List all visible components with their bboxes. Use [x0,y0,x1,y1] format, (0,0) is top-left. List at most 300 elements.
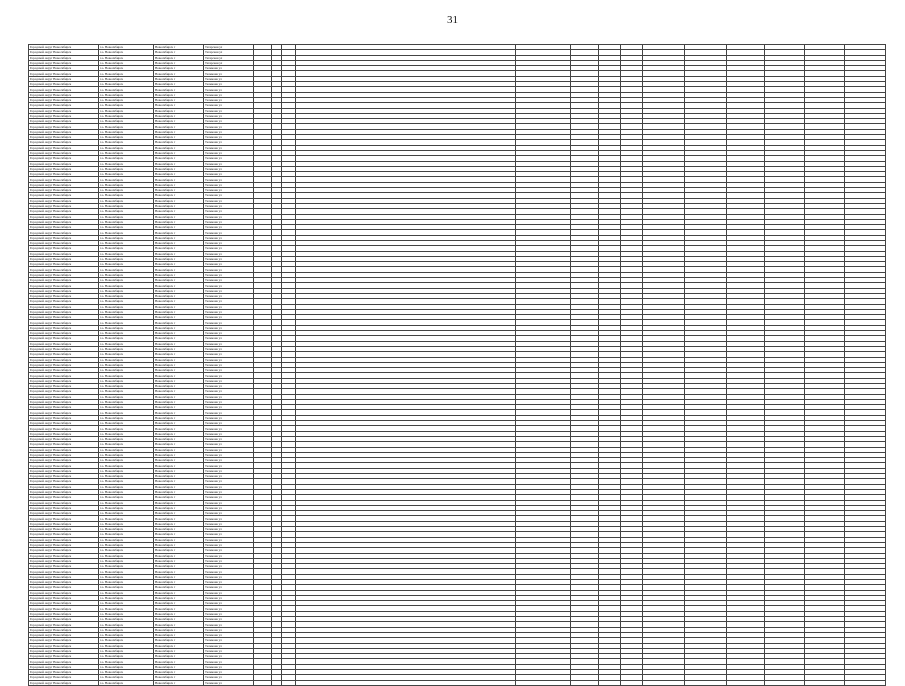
cell-street: Тельмана ул [204,426,254,431]
cell-street: Тельмана ул [204,537,254,542]
cell-year-end [621,680,643,685]
cell-district: г.о. Новосибирск [99,357,154,362]
cell-municipality: Городской округ Новосибирск [29,474,99,479]
cell-city: Новосибирск г [154,262,204,267]
cell-municipality: Городской округ Новосибирск [29,463,99,468]
cell-district: г.о. Новосибирск [99,399,154,404]
cell-district: г.о. Новосибирск [99,638,154,643]
cell-district: г.о. Новосибирск [99,617,154,622]
cell-street: Тельмана ул [204,320,254,325]
cell-district: г.о. Новосибирск [99,463,154,468]
cell-municipality: Городской округ Новосибирск [29,55,99,60]
cell-municipality: Городской округ Новосибирск [29,675,99,680]
cell-street: Тельмана ул [204,474,254,479]
cell-street: Тельмана ул [204,325,254,330]
cell-street: Тельмана ул [204,272,254,277]
cell-district: г.о. Новосибирск [99,278,154,283]
cell-district: г.о. Новосибирск [99,251,154,256]
cell-district: г.о. Новосибирск [99,71,154,76]
cell-street: Тельмана ул [204,389,254,394]
cell-municipality: Городской округ Новосибирск [29,527,99,532]
cell-municipality: Городской округ Новосибирск [29,60,99,65]
cell-unit [516,680,571,685]
cell-city: Новосибирск г [154,251,204,256]
cell-street: Тельмана ул [204,177,254,182]
cell-street: Тельмана ул [204,129,254,134]
cell-street: Тельмана ул [204,627,254,632]
cell-street: Тельмана ул [204,421,254,426]
cell-city: Новосибирск г [154,389,204,394]
cell-street: Тельмана ул [204,590,254,595]
cell-street: Тельмана ул [204,384,254,389]
cell-municipality: Городской округ Новосибирск [29,479,99,484]
cell-district: г.о. Новосибирск [99,55,154,60]
cell-district: г.о. Новосибирск [99,505,154,510]
cell-municipality: Городской округ Новосибирск [29,129,99,134]
cell-district: г.о. Новосибирск [99,569,154,574]
cell-street: Тельмана ул [204,198,254,203]
cell-district: г.о. Новосибирск [99,632,154,637]
cell-city: Новосибирск г [154,542,204,547]
cell-street: Тельмана ул [204,505,254,510]
cell-street: Тельмана ул [204,606,254,611]
cell-district: г.о. Новосибирск [99,532,154,537]
cell-city: Новосибирск г [154,103,204,108]
cell-district: г.о. Новосибирск [99,198,154,203]
cell-district: г.о. Новосибирск [99,558,154,563]
cell-city: Новосибирск г [154,182,204,187]
cell-district: г.о. Новосибирск [99,643,154,648]
cell-municipality: Городской округ Новосибирск [29,659,99,664]
cell-municipality: Городской округ Новосибирск [29,548,99,553]
cell-district: г.о. Новосибирск [99,283,154,288]
cell-street: Тельмана ул [204,670,254,675]
cell-street: Тельмана ул [204,558,254,563]
cell-municipality: Городской округ Новосибирск [29,50,99,55]
cell-street: Тельмана ул [204,113,254,118]
cell-municipality: Городской округ Новосибирск [29,654,99,659]
cell-district: г.о. Новосибирск [99,341,154,346]
cell-city: Новосибирск г [154,648,204,653]
cell-street: Тельмана ул [204,479,254,484]
cell-city: Новосибирск г [154,124,204,129]
cell-district: г.о. Новосибирск [99,373,154,378]
cell-district: г.о. Новосибирск [99,489,154,494]
cell-street: Тельмана ул [204,278,254,283]
cell-municipality: Городской округ Новосибирск [29,71,99,76]
cell-year-start [282,680,296,685]
cell-district: г.о. Новосибирск [99,346,154,351]
cell-street: Тельмана ул [204,108,254,113]
cell-district: г.о. Новосибирск [99,521,154,526]
cell-city: Новосибирск г [154,331,204,336]
cell-street: Татарская ул [204,45,254,50]
cell-city: Новосибирск г [154,632,204,637]
cell-city: Новосибирск г [154,643,204,648]
cell-district: г.о. Новосибирск [99,246,154,251]
cell-district: г.о. Новосибирск [99,135,154,140]
cell-street: Тельмана ул [204,219,254,224]
cell-street: Тельмана ул [204,156,254,161]
cell-municipality: Городской округ Новосибирск [29,92,99,97]
cell-municipality: Городской округ Новосибирск [29,389,99,394]
cell-street: Тельмана ул [204,463,254,468]
cell-district: г.о. Новосибирск [99,108,154,113]
cell-street: Тельмана ул [204,611,254,616]
cell-municipality: Городской округ Новосибирск [29,87,99,92]
cell-city: Новосибирск г [154,458,204,463]
cell-district: г.о. Новосибирск [99,574,154,579]
cell-city: Новосибирск г [154,495,204,500]
cell-municipality: Городской округ Новосибирск [29,606,99,611]
cell-street: Тельмана ул [204,193,254,198]
cell-district: г.о. Новосибирск [99,145,154,150]
cell-street: Тельмана ул [204,225,254,230]
cell-district: г.о. Новосибирск [99,511,154,516]
cell-street: Тельмана ул [204,304,254,309]
cell-municipality: Городской округ Новосибирск [29,680,99,685]
cell-district: г.о. Новосибирск [99,431,154,436]
cell-street: Тельмана ул [204,103,254,108]
cell-street: Тельмана ул [204,632,254,637]
cell-street: Тельмана ул [204,601,254,606]
cell-cost-fund [685,680,727,685]
cell-municipality: Городской округ Новосибирск [29,251,99,256]
table-body [29,45,886,686]
cell-street: Тельмана ул [204,82,254,87]
cell-street: Тельмана ул [204,341,254,346]
cell-street: Тельмана ул [204,373,254,378]
cell-city: Новосибирск г [154,590,204,595]
cell-city: Новосибирск г [154,447,204,452]
cell-city: Новосибирск г [154,368,204,373]
cell-street: Тельмана ул [204,484,254,489]
cell-city: Новосибирск г [154,76,204,81]
cell-city: Новосибирск г [154,336,204,341]
cell-municipality: Городской округ Новосибирск [29,203,99,208]
cell-street: Тельмана ул [204,415,254,420]
cell-street: Тельмана ул [204,188,254,193]
cell-city: Новосибирск г [154,304,204,309]
cell-district: г.о. Новосибирск [99,442,154,447]
cell-district: г.о. Новосибирск [99,500,154,505]
cell-district: г.о. Новосибирск [99,66,154,71]
cell-district: г.о. Новосибирск [99,410,154,415]
cell-city: Новосибирск г [154,357,204,362]
cell-municipality: Городской округ Новосибирск [29,293,99,298]
cell-district: г.о. Новосибирск [99,177,154,182]
cell-city: Новосибирск г [154,82,204,87]
cell-municipality: Городской округ Новосибирск [29,585,99,590]
cell-street: Тельмана ул [204,574,254,579]
cell-street: Тельмана ул [204,521,254,526]
cell-city: Новосибирск г [154,235,204,240]
cell-city: Новосибирск г [154,664,204,669]
cell-street: Тельмана ул [204,399,254,404]
cell-street: Тельмана ул [204,315,254,320]
cell-street: Тельмана ул [204,235,254,240]
cell-city: Новосибирск г [154,474,204,479]
cell-municipality: Городской округ Новосибирск [29,172,99,177]
cell-municipality: Городской округ Новосибирск [29,638,99,643]
cell-city: Новосибирск г [154,579,204,584]
cell-municipality: Городской округ Новосибирск [29,66,99,71]
cell-street: Тельмана ул [204,553,254,558]
cell-district: г.о. Новосибирск [99,595,154,600]
cell-city: Новосибирск г [154,150,204,155]
cell-district: г.о. Новосибирск [99,394,154,399]
cell-street: Тельмана ул [204,214,254,219]
cell-street: Тельмана ул [204,140,254,145]
cell-municipality: Городской округ Новосибирск [29,415,99,420]
cell-district: г.о. Новосибирск [99,288,154,293]
cell-street: Тельмана ул [204,71,254,76]
cell-city: Новосибирск г [154,108,204,113]
cell-district: г.о. Новосибирск [99,299,154,304]
cell-city: Новосибирск г [154,135,204,140]
cell-city: Новосибирск г [154,60,204,65]
cell-street: Тельмана ул [204,410,254,415]
cell-city: Новосибирск г [154,55,204,60]
cell-city: Новосибирск г [154,532,204,537]
cell-municipality: Городской округ Новосибирск [29,193,99,198]
cell-district: г.о. Новосибирск [99,405,154,410]
cell-district: г.о. Новосибирск [99,45,154,50]
cell-district: г.о. Новосибирск [99,654,154,659]
cell-municipality: Городской округ Новосибирск [29,225,99,230]
cell-city: Новосибирск г [154,527,204,532]
cell-municipality: Городской округ Новосибирск [29,384,99,389]
cell-city: Новосибирск г [154,569,204,574]
cell-city: Новосибирск г [154,140,204,145]
cell-city: Новосибирск г [154,548,204,553]
cell-municipality: Городской округ Новосибирск [29,405,99,410]
cell-cost-total [643,680,685,685]
cell-city: Новосибирск г [154,415,204,420]
cell-municipality: Городской округ Новосибирск [29,103,99,108]
cell-district: г.о. Новосибирск [99,447,154,452]
cell-street: Тельмана ул [204,648,254,653]
cell-street: Тельмана ул [204,352,254,357]
cell-district: г.о. Новосибирск [99,92,154,97]
cell-street: Тельмана ул [204,161,254,166]
cell-district: г.о. Новосибирск [99,235,154,240]
cell-street: Тельмана ул [204,293,254,298]
cell-city: Новосибирск г [154,240,204,245]
cell-street: Тельмана ул [204,256,254,261]
cell-city: Новосибирск г [154,320,204,325]
cell-district: г.о. Новосибирск [99,484,154,489]
cell-municipality: Городской округ Новосибирск [29,648,99,653]
cell-district: г.о. Новосибирск [99,325,154,330]
cell-street: Тельмана ул [204,240,254,245]
cell-district: г.о. Новосибирск [99,611,154,616]
cell-street: Тельмана ул [204,643,254,648]
cell-district: г.о. Новосибирск [99,542,154,547]
cell-municipality: Городской округ Новосибирск [29,230,99,235]
cell-street: Тельмана ул [204,145,254,150]
cell-city: Новосибирск г [154,119,204,124]
cell-street: Тельмана ул [204,595,254,600]
cell-municipality: Городской округ Новосибирск [29,272,99,277]
cell-district: г.о. Новосибирск [99,627,154,632]
cell-street: Тельмана ул [204,331,254,336]
cell-street: Тельмана ул [204,97,254,102]
cell-city: Новосибирск г [154,442,204,447]
cell-municipality: Городской округ Новосибирск [29,246,99,251]
cell-municipality: Городской округ Новосибирск [29,336,99,341]
cell-district: г.о. Новосибирск [99,516,154,521]
cell-municipality: Городской округ Новосибирск [29,145,99,150]
cell-street: Тельмана ул [204,500,254,505]
cell-city: Новосибирск г [154,92,204,97]
cell-city: Новосибирск г [154,166,204,171]
cell-municipality: Городской округ Новосибирск [29,198,99,203]
cell-city: Новосибирск г [154,346,204,351]
cell-street: Тельмана ул [204,150,254,155]
cell-municipality: Городской округ Новосибирск [29,177,99,182]
cell-municipality: Городской округ Новосибирск [29,182,99,187]
cell-district: г.о. Новосибирск [99,225,154,230]
cell-district: г.о. Новосибирск [99,182,154,187]
cell-city: Новосибирск г [154,45,204,50]
cell-district: г.о. Новосибирск [99,659,154,664]
cell-municipality: Городской округ Новосибирск [29,288,99,293]
cell-city: Новосибирск г [154,161,204,166]
cell-street: Тельмана ул [204,664,254,669]
cell-city: Новосибирск г [154,394,204,399]
cell-city: Новосибирск г [154,484,204,489]
cell-city: Новосибирск г [154,384,204,389]
cell-street: Тельмана ул [204,336,254,341]
cell-city: Новосибирск г [154,378,204,383]
cell-city: Новосибирск г [154,511,204,516]
cell-city: Новосибирск г [154,670,204,675]
cell-district: г.о. Новосибирск [99,272,154,277]
cell-street: Тельмана ул [204,622,254,627]
cell-street: Тельмана ул [204,675,254,680]
cell-street: Тельмана ул [204,368,254,373]
cell-city: Новосибирск г [154,283,204,288]
cell-city: Новосибирск г [154,198,204,203]
cell-city: Новосибирск г [154,225,204,230]
cell-city: Новосибирск г [154,452,204,457]
cell-city: Новосибирск г [154,352,204,357]
cell-municipality: Городской округ Новосибирск [29,82,99,87]
cell-municipality: Городской округ Новосибирск [29,511,99,516]
cell-city: Новосибирск г [154,177,204,182]
cell-city: Новосибирск г [154,463,204,468]
cell-street: Тельмана ул [204,92,254,97]
cell-municipality: Городской округ Новосибирск [29,399,99,404]
cell-city: Новосибирск г [154,193,204,198]
cell-city: Новосибирск г [154,505,204,510]
cell-municipality: Городской округ Новосибирск [29,495,99,500]
cell-city: Новосибирск г [154,209,204,214]
cell-municipality: Городской округ Новосибирск [29,373,99,378]
cell-municipality: Городской округ Новосибирск [29,436,99,441]
document-table [28,44,886,686]
cell-municipality: Городской округ Новосибирск [29,447,99,452]
cell-city: Новосибирск г [154,675,204,680]
cell-district: г.о. Новосибирск [99,188,154,193]
cell-city: Новосибирск г [154,71,204,76]
cell-district: г.о. Новосибирск [99,267,154,272]
cell-district: г.о. Новосибирск [99,193,154,198]
cell-city: Новосибирск г [154,500,204,505]
cell-district: г.о. Новосибирск [99,670,154,675]
document-table-wrapper [28,44,885,686]
cell-municipality: Городской округ Новосибирск [29,489,99,494]
cell-street: Тельмана ул [204,87,254,92]
cell-district: г.о. Новосибирск [99,161,154,166]
cell-street: Тельмана ул [204,76,254,81]
cell-district: г.о. Новосибирск [99,336,154,341]
cell-district: г.о. Новосибирск [99,309,154,314]
cell-municipality: Городской округ Новосибирск [29,156,99,161]
cell-district: г.о. Новосибирск [99,230,154,235]
cell-city: Новосибирск г [154,293,204,298]
cell-street: Тельмана ул [204,267,254,272]
cell-city: Новосибирск г [154,638,204,643]
cell-city: Новосибирск г [154,574,204,579]
cell-district: г.о. Новосибирск [99,352,154,357]
cell-city: Новосибирск г [154,230,204,235]
cell-street: Тельмана ул [204,579,254,584]
cell-street: Татарская ул [204,50,254,55]
cell-city: Новосибирск г [154,436,204,441]
cell-city: Новосибирск г [154,479,204,484]
cell-cost-2 [765,680,805,685]
cell-street: Тельмана ул [204,124,254,129]
cell-city: Новосибирск г [154,585,204,590]
cell-street: Тельмана ул [204,452,254,457]
cell-municipality: Городской округ Новосибирск [29,664,99,669]
cell-district: г.о. Новосибирск [99,87,154,92]
cell-municipality: Городской округ Новосибирск [29,670,99,675]
cell-street: Татарская ул [204,60,254,65]
cell-city: Новосибирск г [154,299,204,304]
cell-city: Новосибирск г [154,489,204,494]
cell-city: Новосибирск г [154,521,204,526]
cell-municipality: Городской округ Новосибирск [29,590,99,595]
cell-municipality: Городской округ Новосибирск [29,378,99,383]
cell-municipality: Городской округ Новосибирск [29,219,99,224]
cell-district: г.о. Новосибирск [99,150,154,155]
cell-street: Тельмана ул [204,585,254,590]
cell-city: Новосибирск г [154,66,204,71]
cell-cost-4 [845,680,886,685]
cell-municipality: Городской округ Новосибирск [29,235,99,240]
cell-municipality: Городской округ Новосибирск [29,521,99,526]
cell-street: Тельмана ул [204,447,254,452]
cell-municipality: Городской округ Новосибирск [29,240,99,245]
cell-municipality: Городской округ Новосибирск [29,161,99,166]
cell-municipality: Городской округ Новосибирск [29,124,99,129]
cell-district: г.о. Новосибирск [99,585,154,590]
cell-district: г.о. Новосибирск [99,606,154,611]
cell-district: г.о. Новосибирск [99,384,154,389]
cell-district: г.о. Новосибирск [99,240,154,245]
cell-street: Тельмана ул [204,548,254,553]
cell-district: г.о. Новосибирск [99,378,154,383]
cell-city: Новосибирск г [154,373,204,378]
cell-street: Тельмана ул [204,230,254,235]
cell-district: г.о. Новосибирск [99,214,154,219]
cell-city: Новосибирск г [154,203,204,208]
cell-municipality: Городской округ Новосибирск [29,140,99,145]
cell-street: Тельмана ул [204,172,254,177]
